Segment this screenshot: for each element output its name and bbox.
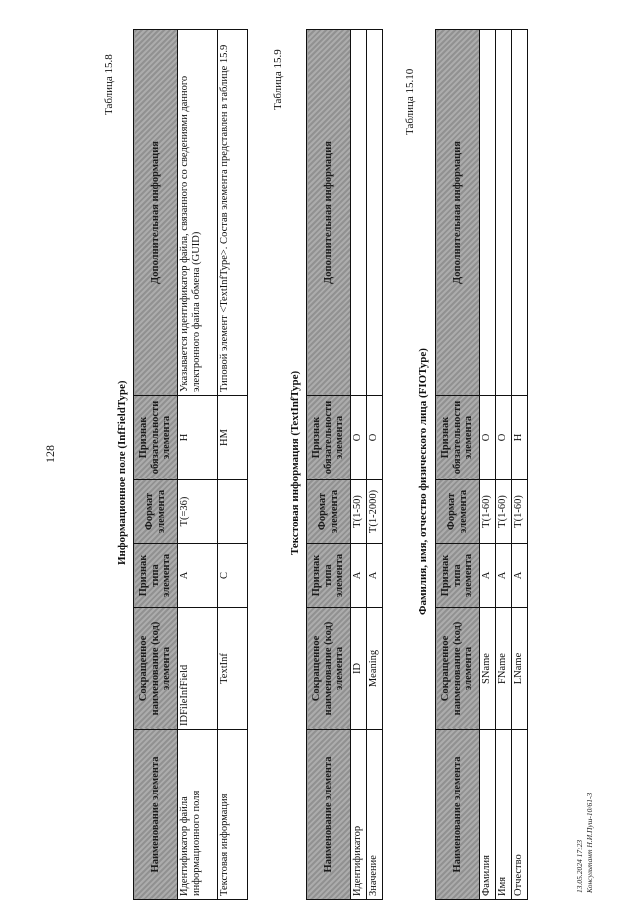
- cell-name: Имя: [496, 730, 512, 900]
- cell-name: Идентификатор: [351, 730, 367, 900]
- header-cell: Наименование элемента: [134, 730, 178, 900]
- cell-format: T(1-2000): [367, 480, 383, 544]
- cell-format: T(1-60): [496, 480, 512, 544]
- stamp-date: 13.05.2024 17:23: [575, 839, 584, 893]
- cell-code: LName: [512, 608, 528, 730]
- table-title-15-9: Текстовая информация (TextInfType): [289, 370, 301, 555]
- cell-info: Типовой элемент <TextInfType>. Состав элемента представлен в таблице 15.9: [218, 30, 248, 396]
- cell-name: Текстовая информация: [218, 730, 248, 900]
- cell-info: [480, 30, 496, 396]
- cell-format: T(1-50): [351, 480, 367, 544]
- table-label-15-10: Таблица 15.10: [404, 68, 416, 135]
- cell-mandatory: О: [351, 396, 367, 480]
- cell-name: Отчество: [512, 730, 528, 900]
- cell-type: A: [367, 544, 383, 608]
- header-cell: Признак обязательности элемента: [307, 396, 351, 480]
- table-title-15-10: Фамилия, имя, отчество физического лица (FIOType): [417, 348, 429, 615]
- table-header-row: [307, 30, 351, 900]
- header-cell: Дополнительная информация: [134, 30, 178, 396]
- cell-type: A: [178, 544, 218, 608]
- cell-format: T(=36): [178, 480, 218, 544]
- header-cell: Формат элемента: [436, 480, 480, 544]
- cell-code: IDFileInfField: [178, 608, 218, 730]
- table-label-15-9: Таблица 15.9: [272, 49, 284, 110]
- table-row: [218, 30, 248, 900]
- header-cell: Признак типа элемента: [307, 544, 351, 608]
- header-cell: Дополнительная информация: [307, 30, 351, 396]
- cell-mandatory: Н: [178, 396, 218, 480]
- cell-mandatory: О: [480, 396, 496, 480]
- header-cell: Признак обязательности элемента: [436, 396, 480, 480]
- table-15-10: [435, 29, 528, 900]
- cell-mandatory: О: [496, 396, 512, 480]
- table-15-8: [133, 29, 248, 900]
- header-cell: Сокращенное наименование (код) элемента: [134, 608, 178, 730]
- page-number: 128: [43, 445, 57, 463]
- cell-code: FName: [496, 608, 512, 730]
- cell-name: Значение: [367, 730, 383, 900]
- cell-type: A: [496, 544, 512, 608]
- header-cell: Формат элемента: [134, 480, 178, 544]
- table-row: [178, 30, 218, 900]
- table-label-15-8: Таблица 15.8: [103, 54, 115, 115]
- table-row: [367, 30, 383, 900]
- cell-info: [367, 30, 383, 396]
- table-15-9: [306, 29, 383, 900]
- cell-info: [351, 30, 367, 396]
- header-cell: Сокращенное наименование (код) элемента: [307, 608, 351, 730]
- header-cell: Признак типа элемента: [134, 544, 178, 608]
- cell-info: Указывается идентификатор файла, связанного со сведениями данного электронного файла обмена (GUID): [178, 30, 218, 396]
- header-cell: Наименование элемента: [436, 730, 480, 900]
- table-row: [496, 30, 512, 900]
- header-cell: Признак типа элемента: [436, 544, 480, 608]
- cell-code: SName: [480, 608, 496, 730]
- cell-info: [512, 30, 528, 396]
- table-row: [480, 30, 496, 900]
- cell-info: [496, 30, 512, 396]
- print-stamp: [575, 793, 595, 893]
- cell-type: A: [512, 544, 528, 608]
- cell-format: [218, 480, 248, 544]
- cell-name: Идентификатор файла информационного поля: [178, 730, 218, 900]
- stamp-source: Консультант Н.И.Пуш-10/61-3: [584, 792, 594, 893]
- header-cell: Признак обязательности элемента: [134, 396, 178, 480]
- header-cell: Наименование элемента: [307, 730, 351, 900]
- header-cell: Дополнительная информация: [436, 30, 480, 396]
- cell-mandatory: О: [367, 396, 383, 480]
- cell-code: Meaning: [367, 608, 383, 730]
- cell-code: ID: [351, 608, 367, 730]
- table-header-row: [436, 30, 480, 900]
- cell-format: T(1-60): [480, 480, 496, 544]
- table-row: [512, 30, 528, 900]
- cell-type: A: [351, 544, 367, 608]
- cell-mandatory: НМ: [218, 396, 248, 480]
- table-header-row: [134, 30, 178, 900]
- cell-format: T(1-60): [512, 480, 528, 544]
- header-cell: Сокращенное наименование (код) элемента: [436, 608, 480, 730]
- cell-name: Фамилия: [480, 730, 496, 900]
- cell-type: A: [480, 544, 496, 608]
- table-row: [351, 30, 367, 900]
- cell-code: TextInf: [218, 608, 248, 730]
- header-cell: Формат элемента: [307, 480, 351, 544]
- cell-type: С: [218, 544, 248, 608]
- cell-mandatory: Н: [512, 396, 528, 480]
- table-title-15-8: Информационное поле (InfFieldType): [116, 380, 128, 565]
